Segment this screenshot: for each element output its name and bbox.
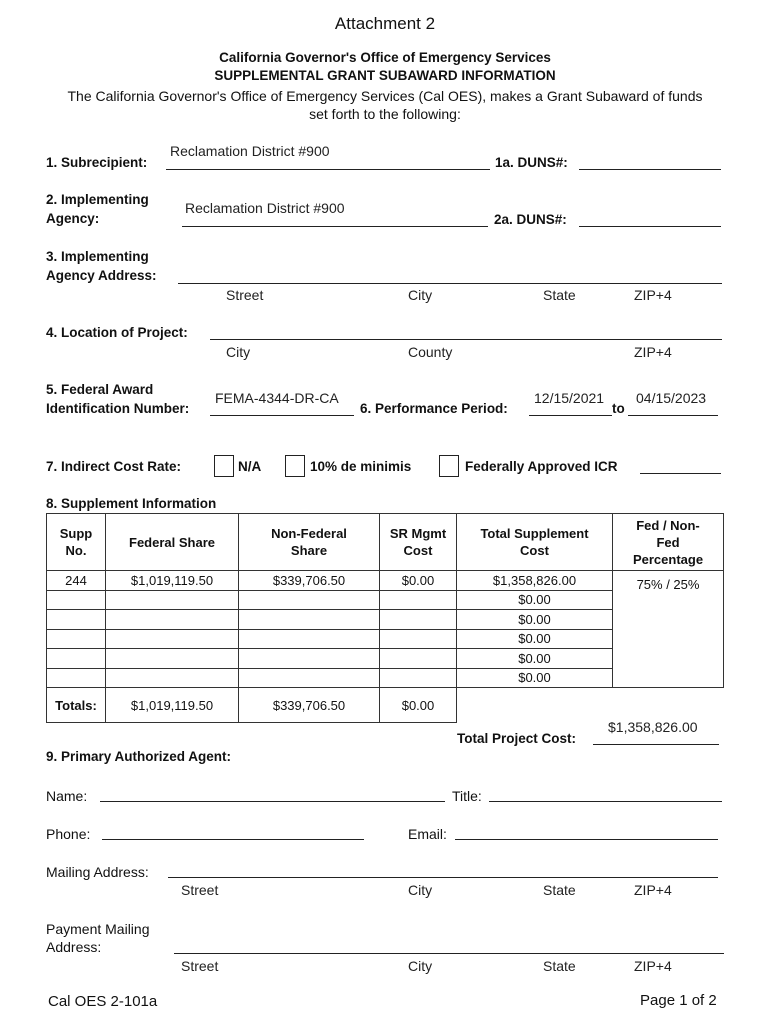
implementing-agency-label-2: Agency: — [46, 211, 100, 226]
cell-total: $0.00 — [457, 649, 613, 669]
agency-address-zip-caption: ZIP+4 — [634, 287, 672, 303]
cell-supp-no[interactable] — [47, 590, 106, 610]
project-location-city-caption: City — [226, 344, 251, 360]
cell-supp-no[interactable] — [47, 668, 106, 688]
intro-line-1: The California Governor's Office of Emergency Services (Cal OES), makes a Grant Subaward of funds — [67, 88, 703, 104]
na-checkbox[interactable] — [214, 455, 234, 477]
cell-nonfederal[interactable] — [239, 668, 380, 688]
cell-mgmt[interactable] — [380, 590, 457, 610]
totals-mgmt: $0.00 — [380, 688, 457, 723]
table-row — [47, 571, 724, 591]
cell-federal[interactable] — [106, 590, 239, 610]
duns-2a-line — [579, 226, 721, 227]
payment-street-caption: Street — [181, 958, 219, 974]
subrecipient-line — [166, 169, 490, 170]
attachment-label: Attachment 2 — [334, 14, 436, 33]
agent-name-field[interactable] — [100, 801, 445, 802]
cell-percentage[interactable]: 75% / 25% — [613, 571, 724, 688]
payment-address-label-2: Address: — [46, 939, 102, 955]
performance-end-line — [628, 415, 718, 416]
cell-federal[interactable] — [106, 649, 239, 669]
agency-address-state-caption: State — [543, 287, 576, 303]
cell-federal[interactable] — [106, 610, 239, 630]
agency-address-city-caption: City — [408, 287, 433, 303]
cell-total: $0.00 — [457, 590, 613, 610]
agency-address-label-1: 3. Implementing — [46, 249, 149, 264]
header-mgmt-cost: SR Mgmt Cost — [380, 514, 457, 571]
header-supp-no: Supp No. — [47, 514, 106, 571]
federal-icr-checkbox[interactable] — [439, 455, 459, 477]
federal-icr-label: Federally Approved ICR — [465, 459, 618, 474]
project-location-label: 4. Location of Project: — [46, 325, 188, 340]
agent-name-label: Name: — [46, 788, 88, 804]
cell-mgmt[interactable] — [380, 649, 457, 669]
implementing-agency-value[interactable]: Reclamation District #900 — [185, 200, 345, 216]
total-project-cost-label: Total Project Cost: — [457, 731, 577, 746]
cell-mgmt[interactable] — [380, 610, 457, 630]
cell-nonfederal[interactable] — [239, 610, 380, 630]
performance-period-to: to — [612, 401, 625, 416]
header-nonfederal-share: Non-Federal Share — [239, 514, 380, 571]
agency-address-line — [178, 283, 722, 284]
totals-row — [47, 688, 724, 723]
performance-start-line — [529, 415, 612, 416]
totals-nonfederal: $339,706.50 — [239, 688, 380, 723]
mailing-address-field[interactable] — [168, 877, 718, 878]
mailing-state-caption: State — [543, 882, 576, 898]
payment-address-field[interactable] — [174, 953, 724, 954]
payment-zip-caption: ZIP+4 — [634, 958, 672, 974]
agent-title-field[interactable] — [489, 801, 722, 802]
cell-nonfederal[interactable] — [239, 649, 380, 669]
cell-total: $0.00 — [457, 629, 613, 649]
cell-mgmt[interactable]: $0.00 — [380, 571, 457, 591]
cell-nonfederal[interactable] — [239, 629, 380, 649]
subrecipient-label: 1. Subrecipient: — [46, 155, 148, 170]
cell-mgmt[interactable] — [380, 629, 457, 649]
federal-award-value[interactable]: FEMA-4344-DR-CA — [215, 390, 339, 406]
cell-total: $0.00 — [457, 668, 613, 688]
cell-total: $0.00 — [457, 610, 613, 630]
agent-phone-label: Phone: — [46, 826, 91, 842]
mailing-address-label: Mailing Address: — [46, 864, 149, 880]
implementing-agency-label-1: 2. Implementing — [46, 192, 149, 207]
cell-supp-no[interactable] — [47, 629, 106, 649]
totals-label: Totals: — [47, 688, 106, 723]
indirect-cost-label: 7. Indirect Cost Rate: — [46, 459, 182, 474]
agent-phone-field[interactable] — [102, 839, 364, 840]
form-id: Cal OES 2-101a — [48, 993, 158, 1010]
intro-line-2: set forth to the following: — [309, 106, 461, 122]
payment-state-caption: State — [543, 958, 576, 974]
agency-address-street-caption: Street — [226, 287, 264, 303]
cell-supp-no[interactable] — [47, 610, 106, 630]
cell-nonfederal[interactable]: $339,706.50 — [239, 571, 380, 591]
project-location-county-caption: County — [408, 344, 453, 360]
duns-2a-label: 2a. DUNS#: — [494, 212, 567, 227]
implementing-agency-line — [182, 226, 488, 227]
duns-1a-line — [579, 169, 721, 170]
subrecipient-value[interactable]: Reclamation District #900 — [170, 143, 330, 159]
deminimis-checkbox[interactable] — [285, 455, 305, 477]
duns-1a-label: 1a. DUNS#: — [495, 155, 568, 170]
na-label: N/A — [238, 459, 262, 474]
page-number: Page 1 of 2 — [640, 992, 717, 1009]
cell-mgmt[interactable] — [380, 668, 457, 688]
performance-period-start[interactable]: 12/15/2021 — [534, 390, 605, 406]
project-location-zip-caption: ZIP+4 — [634, 344, 672, 360]
agency-address-label-2: Agency Address: — [46, 268, 157, 283]
cell-federal[interactable] — [106, 668, 239, 688]
cell-supp-no[interactable] — [47, 649, 106, 669]
agent-title-label: Title: — [452, 788, 482, 804]
federal-award-line — [210, 415, 354, 416]
agent-email-label: Email: — [408, 826, 447, 842]
agent-email-field[interactable] — [455, 839, 718, 840]
cell-federal[interactable]: $1,019,119.50 — [106, 571, 239, 591]
org-name: California Governor's Office of Emergency Services — [219, 50, 551, 65]
payment-city-caption: City — [408, 958, 433, 974]
agent-title: 9. Primary Authorized Agent: — [46, 749, 232, 764]
totals-federal: $1,019,119.50 — [106, 688, 239, 723]
cell-nonfederal[interactable] — [239, 590, 380, 610]
cell-federal[interactable] — [106, 629, 239, 649]
form-title: SUPPLEMENTAL GRANT SUBAWARD INFORMATION — [214, 68, 556, 83]
header-federal-share: Federal Share — [106, 514, 239, 571]
total-project-cost-line — [593, 744, 719, 745]
header-total-cost: Total Supplement Cost — [457, 514, 613, 571]
supplement-table — [46, 513, 724, 723]
project-location-line — [210, 339, 722, 340]
mailing-zip-caption: ZIP+4 — [634, 882, 672, 898]
mailing-city-caption: City — [408, 882, 433, 898]
deminimis-label: 10% de minimis — [310, 459, 412, 474]
federal-award-label-2: Identification Number: — [46, 401, 190, 416]
federal-award-label-1: 5. Federal Award — [46, 382, 154, 397]
federal-icr-line — [640, 473, 721, 474]
cell-total: $1,358,826.00 — [457, 571, 613, 591]
cell-supp-no[interactable]: 244 — [47, 571, 106, 591]
mailing-street-caption: Street — [181, 882, 219, 898]
total-project-cost-value[interactable]: $1,358,826.00 — [608, 719, 698, 735]
supplement-title: 8. Supplement Information — [46, 496, 217, 511]
supplement-header-row — [47, 514, 724, 571]
header-percentage: Fed / Non- Fed Percentage — [613, 514, 724, 571]
performance-period-label: 6. Performance Period: — [360, 401, 508, 416]
performance-period-end[interactable]: 04/15/2023 — [636, 390, 707, 406]
payment-address-label-1: Payment Mailing — [46, 921, 150, 937]
